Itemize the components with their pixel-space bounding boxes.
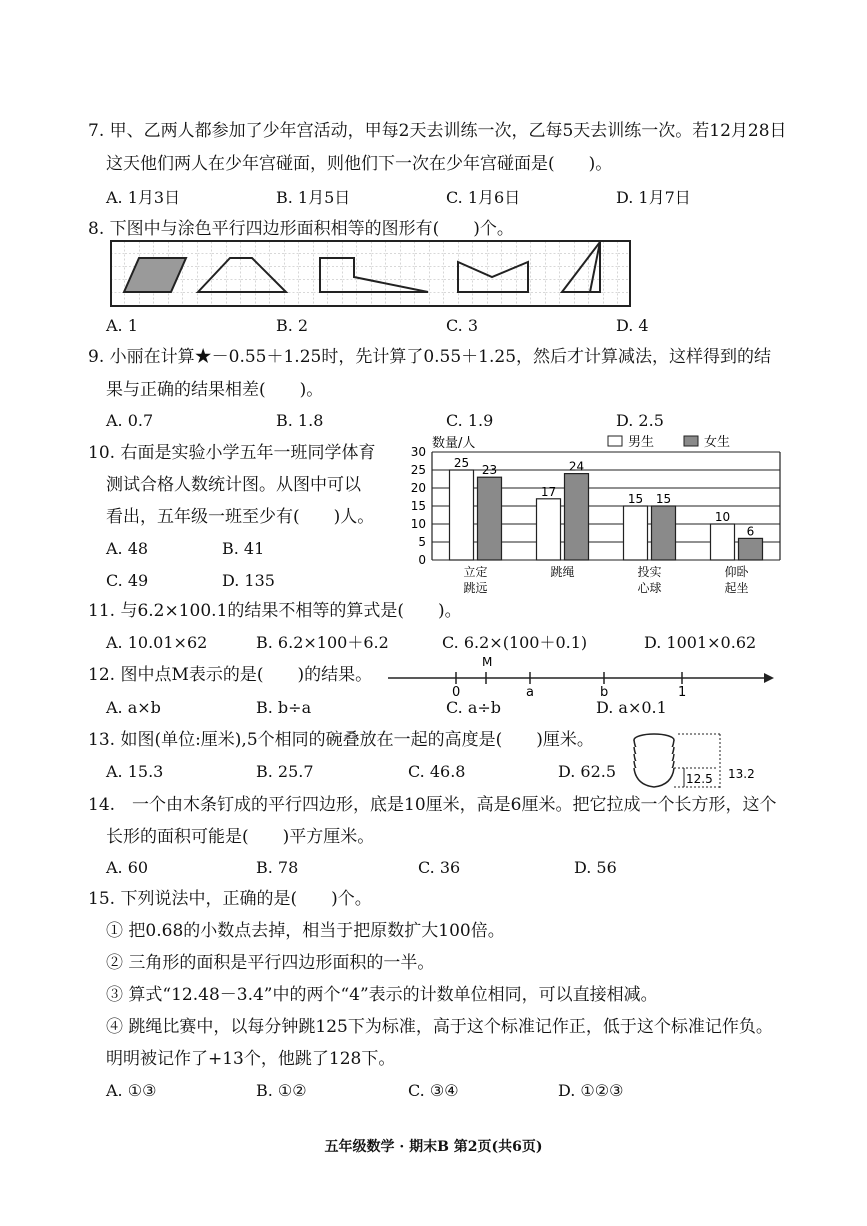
y-tick-label: 0 [418, 553, 426, 567]
q14-option-a[interactable]: A. 60 [106, 858, 149, 877]
q8-grid-figure [110, 240, 632, 308]
q13-option-b[interactable]: B. 25.7 [256, 762, 314, 781]
q15-line1: 15. 下列说法中，正确的是( )个。 [88, 889, 372, 909]
q13-option-a[interactable]: A. 15.3 [106, 762, 164, 781]
chart-ylabel: 数量/人 [432, 436, 476, 451]
q11-option-b[interactable]: B. 6.2×100＋6.2 [256, 633, 389, 652]
inner-height-label: 12.5 [686, 772, 713, 786]
page-footer: 五年级数学 · 期末B 第2页(共6页) [324, 1139, 543, 1155]
q11-line1: 11. 与6.2×100.1的结果不相等的算式是( )。 [88, 601, 462, 621]
y-tick-label: 5 [418, 535, 426, 549]
x-tick-label: 仰卧 [724, 565, 749, 579]
q15-option-c[interactable]: C. ③④ [408, 1081, 459, 1100]
q14-option-d[interactable]: D. 56 [574, 858, 617, 877]
q11-option-d[interactable]: D. 1001×0.62 [644, 633, 757, 652]
q8-option-d[interactable]: D. 4 [616, 316, 649, 335]
y-tick-label: 30 [410, 445, 426, 459]
q7-option-a[interactable]: A. 1月3日 [106, 188, 181, 207]
q14-line2: 长形的面积可能是( )平方厘米。 [106, 827, 375, 847]
data-label: 15 [627, 492, 644, 506]
q10-line3: 看出，五年级一班至少有( )人。 [106, 507, 375, 527]
q8-option-a[interactable]: A. 1 [106, 316, 138, 335]
q12-option-b[interactable]: B. b÷a [256, 698, 312, 717]
data-label: 23 [481, 463, 498, 478]
tick-label-0: 0 [452, 685, 461, 698]
y-tick-label: 10 [410, 517, 426, 531]
legend-label-boys: 男生 [628, 435, 655, 450]
x-tick-label: 跳远 [463, 581, 488, 595]
bar [450, 470, 474, 560]
q15-statement-3: ③ 算式“12.48－3.4”中的两个“4”表示的计数单位相同，可以直接相减。 [106, 985, 658, 1005]
x-tick-label: 立定 [463, 565, 488, 579]
y-tick-label: 15 [410, 499, 426, 513]
q13-option-d[interactable]: D. 62.5 [558, 762, 617, 781]
q8-option-b[interactable]: B. 2 [276, 316, 309, 335]
q15-option-b[interactable]: B. ①② [256, 1081, 307, 1100]
outer-height-label: 13.2 [728, 767, 755, 781]
data-label: 24 [568, 459, 585, 474]
q15-statement-4-cont: 明明被记作了+13个，他跳了128下。 [106, 1049, 396, 1069]
tick-label-a: a [526, 685, 534, 698]
q14-option-b[interactable]: B. 78 [256, 858, 299, 877]
q9-option-d[interactable]: D. 2.5 [616, 411, 664, 430]
number-line [386, 654, 778, 698]
bar [652, 506, 676, 560]
legend-swatch-girls [684, 436, 698, 446]
q14-line1: 14. 一个由木条钉成的平行四边形，底是10厘米，高是6厘米。把它拉成一个长方形，这个 [88, 795, 777, 815]
q9-option-b[interactable]: B. 1.8 [276, 411, 324, 430]
tick-label-b: b [600, 685, 609, 698]
q7-line2: 这天他们两人在少年宫碰面，则他们下一次在少年宫碰面是( )。 [106, 154, 613, 174]
bar [711, 524, 735, 560]
q8-option-c[interactable]: C. 3 [446, 316, 479, 335]
point-m-label: M [482, 655, 493, 669]
q8-line1: 8. 下图中与涂色平行四边形面积相等的图形有( )个。 [88, 219, 514, 239]
tick-label-1: 1 [678, 685, 687, 698]
data-label: 15 [655, 492, 672, 506]
q13-option-c[interactable]: C. 46.8 [408, 762, 466, 781]
q7-option-c[interactable]: C. 1月6日 [446, 188, 521, 207]
q13-line1: 13. 如图(单位:厘米),5个相同的碗叠放在一起的高度是( )厘米。 [88, 730, 594, 750]
q14-option-c[interactable]: C. 36 [418, 858, 461, 877]
q12-option-a[interactable]: A. a×b [106, 698, 161, 717]
data-label: 17 [540, 484, 557, 499]
y-tick-label: 25 [410, 463, 426, 477]
data-label: 25 [453, 456, 470, 470]
q7-option-d[interactable]: D. 1月7日 [616, 188, 691, 207]
data-label: 10 [714, 510, 731, 524]
q12-option-c[interactable]: C. a÷b [446, 698, 502, 717]
bar [624, 506, 648, 560]
q11-option-a[interactable]: A. 10.01×62 [106, 633, 208, 652]
legend-swatch-boys [608, 436, 622, 446]
q10-option-d[interactable]: D. 135 [222, 571, 275, 590]
x-tick-label: 跳绳 [550, 565, 575, 579]
q10-line1: 10. 右面是实验小学五年一班同学体育 [88, 443, 376, 463]
q12-line1: 12. 图中点M表示的是( )的结果。 [88, 665, 373, 685]
q10-option-c[interactable]: C. 49 [106, 571, 149, 590]
q7-option-b[interactable]: B. 1月5日 [276, 188, 351, 207]
grid-frame [111, 241, 630, 306]
data-label: 6 [746, 524, 755, 539]
q9-line2: 果与正确的结果相差( )。 [106, 380, 324, 400]
q10-line2: 测试合格人数统计图。从图中可以 [106, 475, 361, 495]
q15-option-a[interactable]: A. ①③ [106, 1081, 157, 1100]
q9-option-a[interactable]: A. 0.7 [106, 411, 154, 430]
bowl-stack-figure [628, 728, 766, 790]
bar [537, 499, 561, 560]
q9-option-c[interactable]: C. 1.9 [446, 411, 494, 430]
bar [739, 538, 763, 560]
bowl-stack-icon [634, 734, 674, 787]
q15-option-d[interactable]: D. ①②③ [558, 1081, 624, 1100]
x-tick-label: 心球 [637, 581, 662, 595]
q15-statement-1: ① 把0.68的小数点去掉，相当于把原数扩大100倍。 [106, 921, 505, 941]
x-tick-label: 起坐 [724, 581, 749, 595]
legend-label-girls: 女生 [704, 435, 731, 450]
q10-option-a[interactable]: A. 48 [106, 539, 149, 558]
y-tick-label: 20 [410, 481, 426, 495]
q10-option-b[interactable]: B. 41 [222, 539, 265, 558]
q15-statement-2: ② 三角形的面积是平行四边形面积的一半。 [106, 953, 435, 973]
q15-statement-4: ④ 跳绳比赛中，以每分钟跳125下为标准，高于这个标准记作正，低于这个标准记作负。 [106, 1017, 773, 1037]
q7-line1: 7. 甲、乙两人都参加了少年宫活动，甲每2天去训练一次，乙每5天去训练一次。若12月28日 [88, 121, 787, 141]
arrow-icon [764, 673, 774, 683]
bar-chart [396, 428, 796, 598]
q12-option-d[interactable]: D. a×0.1 [596, 698, 667, 717]
q11-option-c[interactable]: C. 6.2×(100＋0.1) [442, 633, 588, 652]
bar [565, 474, 589, 560]
q9-line1: 9. 小丽在计算★－0.55＋1.25时，先计算了0.55＋1.25，然后才计算减法，这样得到的结 [88, 347, 772, 367]
bar [478, 477, 502, 560]
x-tick-label: 投实 [637, 565, 662, 579]
